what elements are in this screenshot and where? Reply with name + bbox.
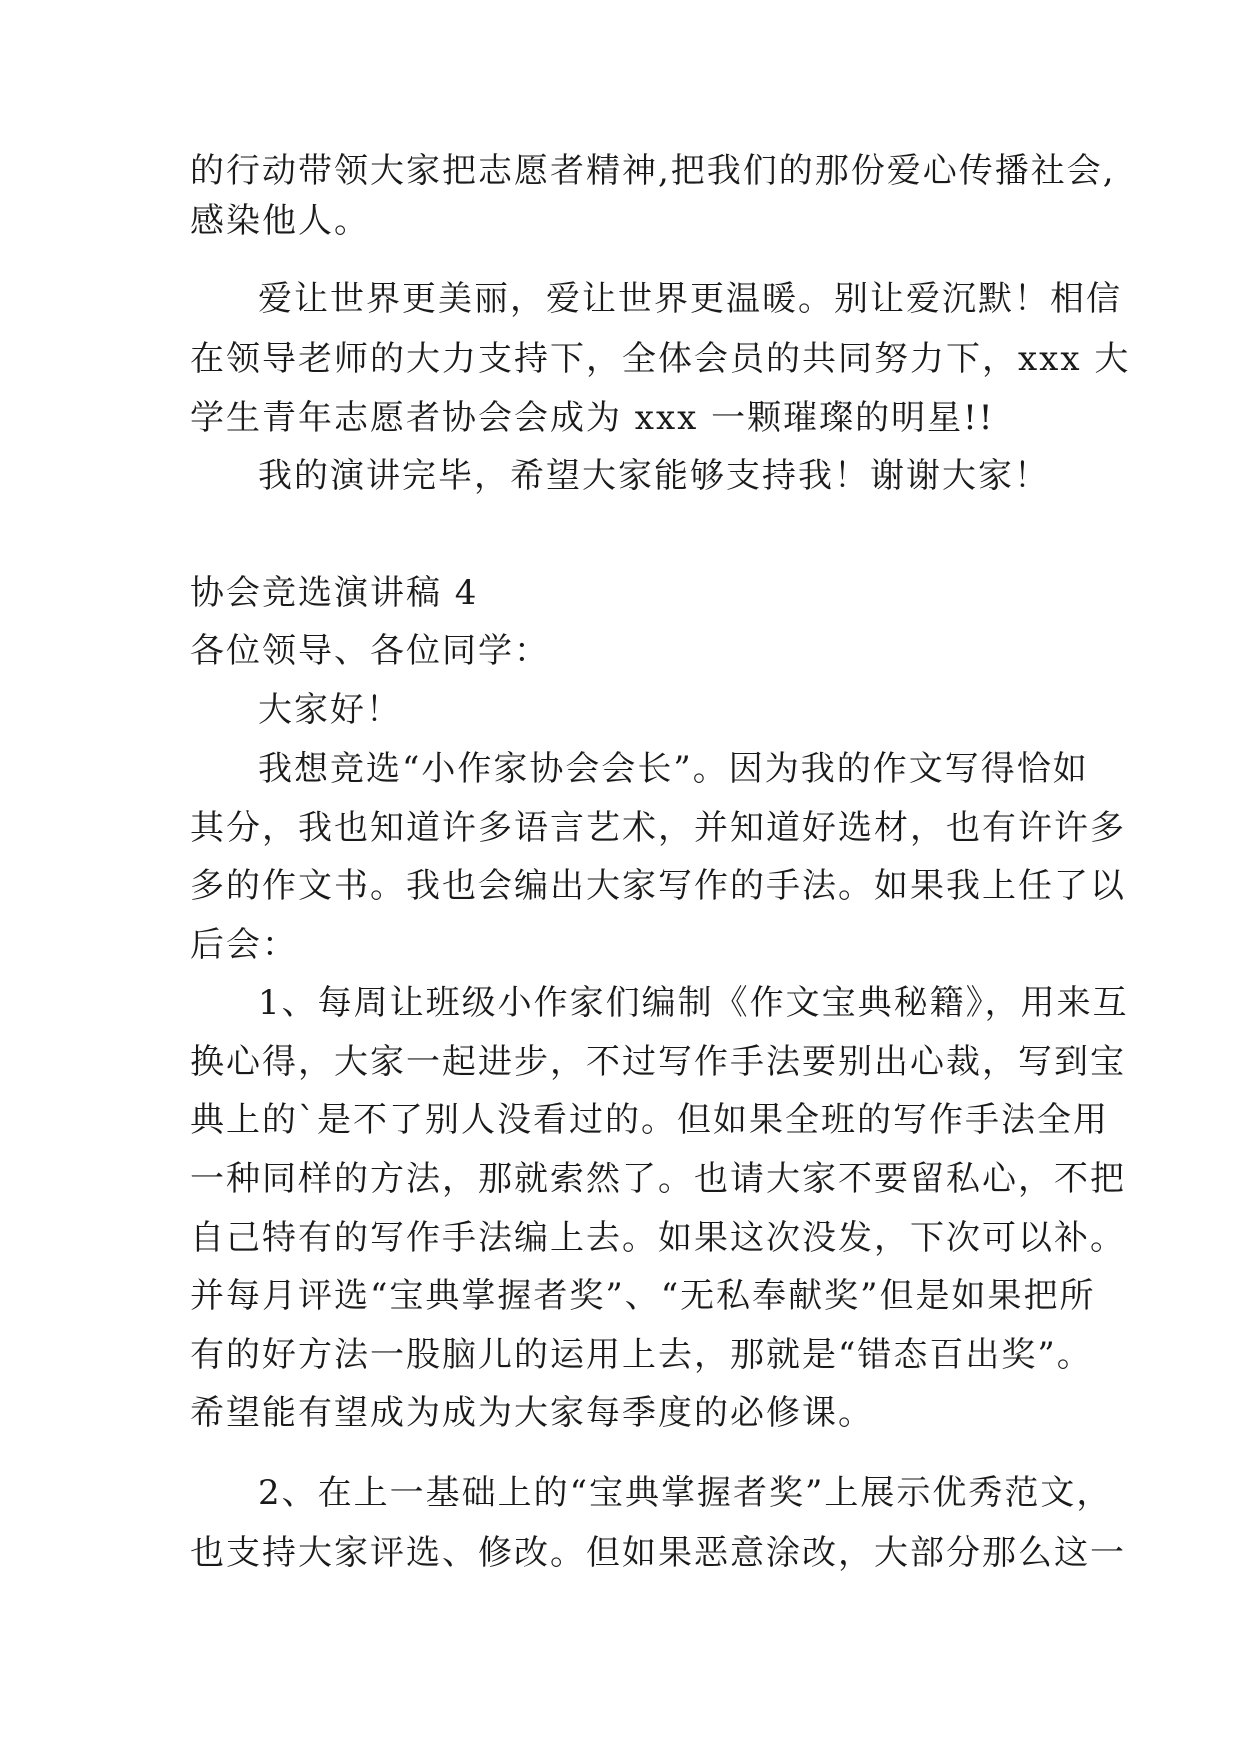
- text-line: 多的作文书。我也会编出大家写作的手法。如果我上任了以: [190, 866, 1126, 906]
- text-line: 换心得，大家一起进步，不过写作手法要别出心裁，写到宝: [190, 1042, 1126, 1082]
- text-line: 典上的`是不了别人没看过的。但如果全班的写作手法全用: [190, 1100, 1109, 1140]
- text-line: 1、每周让班级小作家们编制《作文宝典秘籍》，用来互: [258, 983, 1129, 1023]
- salutation: 各位领导、各位同学：: [190, 631, 550, 671]
- text-line: 的行动带领大家把志愿者精神,把我们的那份爱心传播社会,: [190, 151, 1116, 191]
- text-line: 其分，我也知道许多语言艺术，并知道好选材，也有许许多: [190, 808, 1126, 848]
- text-line: 感染他人。: [190, 201, 370, 241]
- text-line: 爱让世界更美丽，爱让世界更温暖。别让爱沉默！相信: [258, 279, 1122, 319]
- text-line: 自己特有的写作手法编上去。如果这次没发，下次可以补。: [190, 1218, 1126, 1258]
- text-line: 2、在上一基础上的“宝典掌握者奖”上展示优秀范文，: [258, 1473, 1113, 1513]
- text-line: 学生青年志愿者协会会成为 xxx 一颗璀璨的明星!!: [190, 398, 995, 438]
- text-line: 并每月评选“宝典掌握者奖”、“无私奉献奖”但是如果把所: [190, 1276, 1096, 1316]
- text-line: 我想竞选“小作家协会会长”。因为我的作文写得恰如: [258, 749, 1089, 789]
- greeting: 大家好！: [258, 690, 402, 730]
- section-title: 协会竞选演讲稿 4: [190, 573, 479, 613]
- text-line: 也支持大家评选、修改。但如果恶意涂改，大部分那么这一: [190, 1533, 1126, 1573]
- text-line: 有的好方法一股脑儿的运用上去，那就是“错态百出奖”。: [190, 1335, 1093, 1375]
- text-line: 我的演讲完毕，希望大家能够支持我！谢谢大家！: [258, 456, 1050, 496]
- text-line: 后会：: [190, 925, 298, 965]
- text-line: 一种同样的方法，那就索然了。也请大家不要留私心，不把: [190, 1159, 1126, 1199]
- text-line: 在领导老师的大力支持下，全体会员的共同努力下，xxx 大: [190, 339, 1131, 379]
- text-line: 希望能有望成为成为大家每季度的必修课。: [190, 1393, 874, 1433]
